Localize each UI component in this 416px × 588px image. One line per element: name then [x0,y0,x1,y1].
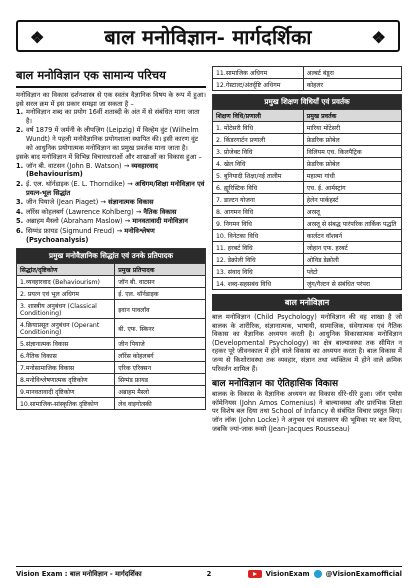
table-row: 1. मोंटेसरी विधि मारिया मोंटेसरी [213,122,402,134]
table-row: 7. डाल्टन योजना हेलेन पार्कहर्स्ट [213,194,402,206]
table-row: 8.मनोविश्लेषणात्मक दृष्टिकोण सिग्मंड फ्रायड [17,374,206,386]
page-footer [16,566,402,580]
schools-intro: इसके बाद मनोविज्ञान में विभिन्न विचारधाराओं और शाखाओं का विकास हुआ – [16,153,202,162]
column-header: प्रमुख प्रवर्तक [303,110,401,122]
child-psychology-heading: बाल मनोविज्ञान [212,294,402,311]
diamond-icon-right: ❖ [371,28,386,47]
table-row: 11. हरबर्ट विधि जोहान एफ. हरबर्ट [213,242,402,254]
table-row: 8. आगमन विधि अरस्तू [213,206,402,218]
table-row: 2. प्रयत्न एवं भूल अधिगम ई. एल. थॉर्नडाइक [17,288,206,300]
telegram-handle[interactable]: @VisionExamofficial [325,569,402,578]
history-points [16,108,206,152]
child-psychology-paragraph: बाल मनोविज्ञान (Child Psychology) मनोविज्ञान की वह शाखा है जो बालक के शारीरिक, संज्ञानात्मक, भाषायी, सामाजिक, संवेगात्मक एवं नैतिक विकास का वैज्ञानिक अध्ययन करती है। आधुनिक विकासात्मक मनोविज्ञान (Developmental Psychology) का क्षेत्र बाल्यावस्था तक सीमित न रहकर पूरे जीवनकाल में होने वाले विकास का अध्ययन करता है। बाल विकास में जन्म से किशोरावस्था तक व्यवहार, संज्ञान तथा व्यक्तित्व में होने वाले क्रमिक परिवर्तन शामिल हैं। [212,313,402,373]
table-row: 9.मानवतावादी दृष्टिकोण अब्राहम मैस्लो [17,386,206,398]
schools-list [16,162,206,244]
table-row: 14. शब्द-सहसबंध विधि जुंग/गैल्टन से संबंधित परंपरा [213,278,402,290]
table-row: 5. बुनियादी शिक्षा/नई तालीम महात्मा गांधी [213,170,402,182]
table-row: 10. विनेटका विधि कार्लटन वॉशबर्न [213,230,402,242]
list-item: 5. अब्राहम मैस्लो (Abraham Maslow) → मानवतावादी मनोविज्ञान [16,217,188,226]
table-row: 11.सामाजिक अधिगम अल्बर्ट बंडूरा [213,67,402,79]
theories-table-continued [212,66,402,91]
table-row: 10.सामाजिक-सांस्कृतिक दृष्टिकोण लेव वाइगोत्स्की [17,398,206,410]
teaching-methods-table [212,94,402,290]
diamond-icon-left: ❖ [30,28,45,47]
column-header: प्रमुख प्रतिपादक [115,264,206,276]
right-column [212,66,402,433]
table-row: 5.संज्ञानात्मक विकास जीन पियाजे [17,338,206,350]
table-row: 12.गेस्टाल्ट/अंतर्दृष्टि अधिगम कोहलर [213,79,402,91]
left-column [16,66,206,410]
table-row: 7.मनोसामाजिक विकास एरिक एरिक्सन [17,362,206,374]
table-row: 9. निगमन विधि अरस्तू से संबद्ध पारंपरिक तार्किक पद्धति [213,218,402,230]
footer-social [224,570,402,578]
page-title: बाल मनोविज्ञान- मार्गदर्शिका [104,24,312,49]
methods-table-title: प्रमुख शिक्षण विधियाँ एवं प्रवर्तक [213,95,402,110]
section-intro-heading: बाल मनोविज्ञान एक सामान्य परिचय [16,66,206,88]
list-item: 6. सिग्मंड फ्रायड (Sigmund Freud) → मनोविश्लेषण (Psychoanalysis) [16,226,155,244]
youtube-icon [248,570,262,578]
list-item: 2. ई. एल. थॉर्नडाइक (E. L. Thorndike) → अधिगम/शिक्षा मनोविज्ञान एवं प्रयत्न-भूल सिद्धांत [16,179,205,197]
table-row: 4.क्रियाप्रसूत अनुबंधन (Operant Conditioning) बी. एफ. स्किनर [17,319,206,338]
youtube-handle[interactable]: VisionExam [265,569,310,578]
title-banner [16,20,400,52]
table-row: 13. संवाद विधि प्लेटो [213,266,402,278]
history-paragraph: बालक के विकास के वैज्ञानिक अध्ययन का विकास धीरे-धीरे हुआ। जॉन एमोस कॉमेनियस (John Amos Comenius) ने बाल्यावस्था और प्रारंभिक शिक्षा पर विशेष बल दिया तथा School of Infancy से संबंधित विचार प्रस्तुत किए। जॉन लॉक (John Locke) ने अनुभव एवं वातावरण की भूमिका पर बल दिया, जबकि ज्यां-जाक रूसो (Jean-Jacques Rousseau) [212,390,402,433]
table-row: 6.नैतिक विकास लॉरेंस कोहलबर्ग [17,350,206,362]
table-row: 6. ह्यूरिस्टिक विधि एच. ई. आर्मस्ट्रांग [213,182,402,194]
table-row: 4. खेल विधि फ्रेडरिक फ्रोबेल [213,158,402,170]
column-header: सिद्धांत/दृष्टिकोण [17,264,115,276]
list-item: 1. मनोविज्ञान शब्द का प्रयोग 16वीं शताब्दी के अंत में से संबंधित माना जाता है। [16,108,200,125]
theories-table [16,248,206,410]
footer-title: Vision Exam : बाल मनोविज्ञान - मार्गदर्शिका [16,570,142,578]
table-row: 12. डेक्रोली विधि ओविड डेक्रोली [213,254,402,266]
list-item: 3. जीन पियाजे (Jean Piaget) → संज्ञानात्मक विकास [16,198,154,207]
intro-paragraph: मनोविज्ञान का विकास दर्शनशास्त्र से एक स्वतंत्र वैज्ञानिक विषय के रूप में हुआ। इसे सरल क्रम में इस प्रकार समझा जा सकता है – [16,91,206,108]
list-item: 2. वर्ष 1879 में जर्मनी के लीपज़िग (Leipzig) में विल्हेम वुंट (Wilhelm Wundt) ने पहली मनोवैज्ञानिक प्रयोगशाला स्थापित की। इसी कारण वुंट को आधुनिक प्रयोगात्मक मनोविज्ञान का प्रमुख प्रवर्तक माना जाता है। [16,126,199,152]
theories-table-title: प्रमुख मनोवैज्ञानिक सिद्धांत एवं उनके प्रतिपादक [17,249,206,264]
table-row: 3. प्रोजेक्ट विधि विलियम एच. किलपैट्रिक [213,146,402,158]
telegram-icon [314,570,322,578]
table-row: 1.व्यवहारवाद (Behaviourism) जॉन बी. वाटसन [17,276,206,288]
page-number: 2 [206,569,212,578]
list-item: 1. जॉन बी. वाटसन (John B. Watson) → व्यवहारवाद (Behaviourism) [16,161,158,179]
list-item: 4. लॉरेंस कोहलबर्ग (Lawrence Kohlberg) → नैतिक विकास [16,207,177,216]
history-heading: बाल मनोविज्ञान का ऐतिहासिक विकास [212,379,339,390]
table-row: 2. किंडरगार्टन प्रणाली फ्रेडरिक फ्रोबेल [213,134,402,146]
table-row: 3. शास्त्रीय अनुबंधन (Classical Conditioning) इवान पावलॉव [17,300,206,319]
column-header: शिक्षण विधि/प्रणाली [213,110,304,122]
